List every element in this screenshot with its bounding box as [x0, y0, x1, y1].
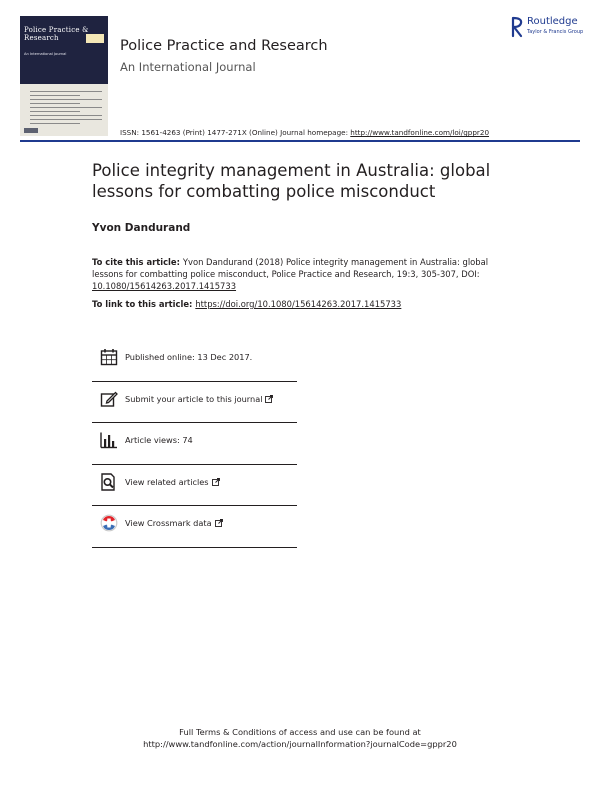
article-link	[92, 299, 401, 309]
submit-article-link[interactable]	[125, 394, 273, 404]
issn-line	[120, 128, 489, 137]
journal-homepage-link[interactable]: http://www.tandfonline.com/loi/gppr20	[350, 128, 490, 137]
article-views-label: Article views: 74	[125, 435, 193, 445]
citation-text: Yvon Dandurand (2018) Police integrity management in Australia: global lessons for combatting police misconduct, Police Practice and Research, 19:3, 305-307, DOI:	[92, 257, 489, 279]
cover-banner	[20, 16, 108, 84]
journal-subtitle: An International Journal	[120, 60, 256, 74]
cover-subtitle: An International Journal	[24, 52, 67, 56]
search-document-icon	[100, 473, 118, 491]
bar-chart-icon	[100, 431, 118, 449]
issn-text: ISSN: 1561-4263 (Print) 1477-271X (Online) Journal homepage:	[120, 128, 351, 137]
article-author: Yvon Dandurand	[92, 222, 191, 234]
calendar-icon	[100, 348, 118, 366]
related-articles-row[interactable]	[92, 465, 297, 507]
routledge-logo	[510, 16, 590, 38]
article-doi-link[interactable]: https://doi.org/10.1080/15614263.2017.1415733	[195, 299, 402, 309]
citation-doi-link[interactable]: 10.1080/15614263.2017.1415733	[92, 281, 237, 291]
crossmark-icon	[100, 514, 118, 532]
article-views-row	[92, 423, 297, 465]
cover-publisher-logo	[24, 128, 38, 133]
edit-icon	[100, 390, 118, 408]
related-articles-link[interactable]	[125, 477, 220, 487]
submit-article-label: Submit your article to this journal	[125, 393, 263, 404]
footer	[100, 726, 500, 750]
article-title: Police integrity management in Australia: global lessons for combatting police misconduct	[92, 161, 491, 201]
cover-title: Police Practice & Research	[24, 26, 89, 42]
journal-cover	[20, 16, 108, 136]
publisher-tagline: Taylor & Francis Group	[527, 29, 584, 35]
published-online-label: Published online: 13 Dec 2017.	[125, 352, 253, 362]
header-divider	[20, 140, 580, 142]
crossmark-link[interactable]	[125, 518, 223, 528]
article-info-list	[92, 340, 297, 548]
crossmark-row[interactable]	[92, 506, 297, 548]
citation-label: To cite this article:	[92, 257, 183, 267]
cover-contents	[30, 88, 102, 127]
cover-stamp	[86, 34, 104, 43]
external-link-icon	[212, 478, 220, 486]
citation	[92, 256, 512, 292]
related-articles-label: View related articles	[125, 476, 209, 487]
footer-terms-link[interactable]: http://www.tandfonline.com/action/journalInformation?journalCode=gppr20	[143, 739, 457, 749]
routledge-mark-icon	[510, 16, 524, 38]
external-link-icon	[215, 519, 223, 527]
publisher-name: Routledge	[527, 16, 578, 27]
footer-terms: Full Terms & Conditions of access and use can be found at	[179, 727, 421, 737]
crossmark-label: View Crossmark data	[125, 518, 212, 528]
link-label: To link to this article:	[92, 299, 196, 309]
published-online-row	[92, 340, 297, 382]
submit-article-row[interactable]	[92, 382, 297, 424]
external-link-icon	[265, 395, 273, 403]
journal-title: Police Practice and Research	[120, 38, 328, 54]
